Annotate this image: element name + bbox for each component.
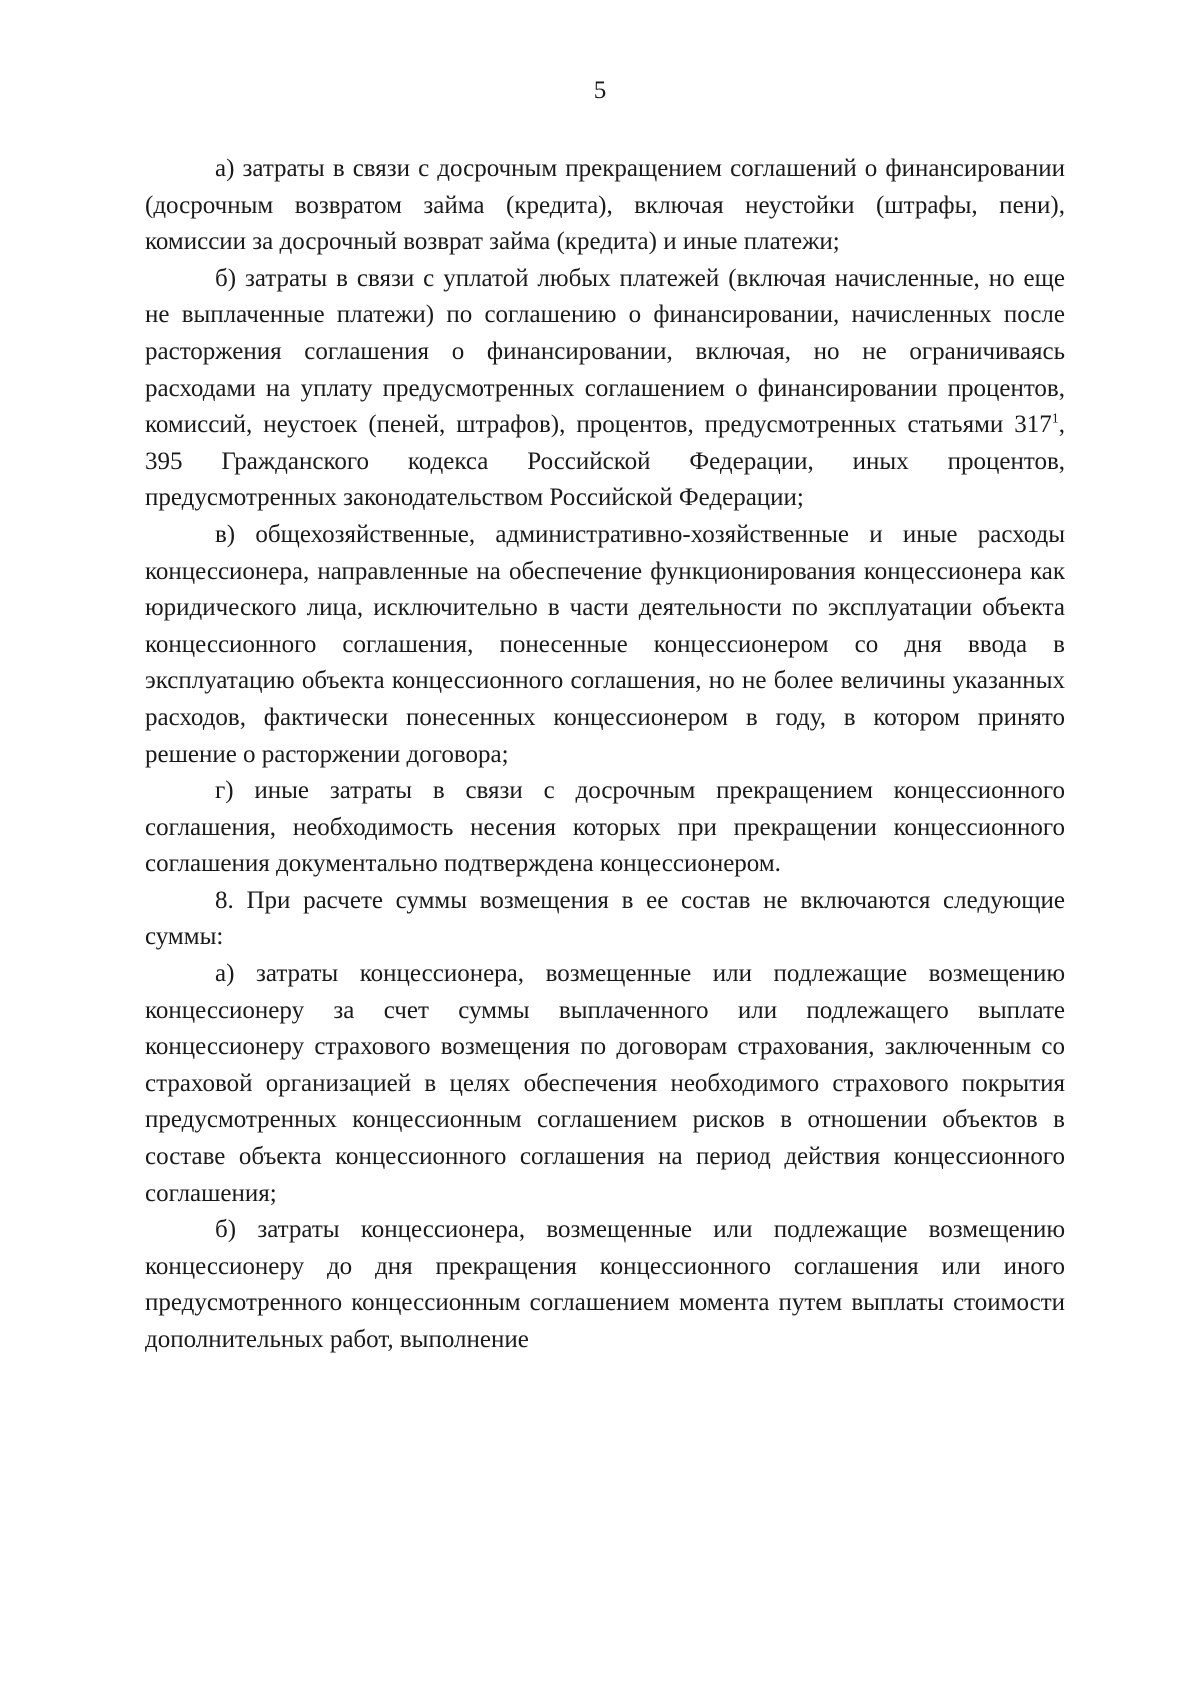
- paragraph-7a: а) затраты в связи с досрочным прекращением соглашений о финансировании (досрочным возвратом займа (кредита), включая неустойки (штрафы, пени), комиссии за досрочный возврат займа (кредита) и иные платежи;: [145, 155, 1065, 256]
- paragraph-7b-text-start: б) затраты в связи с уплатой любых платежей (включая начисленные, но еще не выплаченные платежи) по соглашению о финансировании, начисленных после расторжения соглашения о финансировании, включая, но не ограничиваясь расходами на уплату предусмотренных соглашением о финансировании процентов, комиссий, неустоек (пеней, штрафов), процентов, предусмотренных статьями 317: [145, 264, 1065, 439]
- article-superscript: 1: [1051, 411, 1059, 427]
- paragraph-8: 8. При расчете суммы возмещения в ее состав не включаются следующие суммы:: [145, 886, 1065, 951]
- paragraph-7v: в) общехозяйственные, административно-хозяйственные и иные расходы концессионера, направленные на обеспечение функционирования концессионера как юридического лица, исключительно в части деятельности по эксплуатации объекта концессионного соглашения, понесенные концессионером со дня ввода в эксплуатацию объекта концессионного соглашения, но не более величины указанных расходов, фактически понесенных концессионером в году, в котором принято решение о расторжении договора;: [145, 520, 1065, 768]
- page-number: 5: [593, 77, 607, 104]
- paragraph-8a: а) затраты концессионера, возмещенные или подлежащие возмещению концессионеру за счет суммы выплаченного или подлежащего выплате концессионеру страхового возмещения по договорам страхования, заключенным со страховой организацией в целях обеспечения необходимого страхового покрытия предусмотренных концессионным соглашением рисков в отношении объектов в составе объекта концессионного соглашения на период действия концессионного соглашения;: [145, 960, 1065, 1207]
- paragraph-8b: б) затраты концессионера, возмещенные или подлежащие возмещению концессионеру до дня прекращения концессионного соглашения или иного предусмотренного концессионным соглашением момента путем выплаты стоимости дополнительных работ, выполнение: [145, 1216, 1065, 1353]
- paragraph-7b-text-end: , 395 Гражданского кодекса Российской Федерации, иных процентов, предусмотренных законодательством Российской Федерации;: [145, 411, 1065, 512]
- paragraph-7g: г) иные затраты в связи с досрочным прекращением концессионного соглашения, необходимость несения которых при прекращении концессионного соглашения документально подтверждена концессионером.: [145, 777, 1065, 878]
- paragraph-7b: [145, 261, 1065, 517]
- document-body: [145, 151, 1065, 1359]
